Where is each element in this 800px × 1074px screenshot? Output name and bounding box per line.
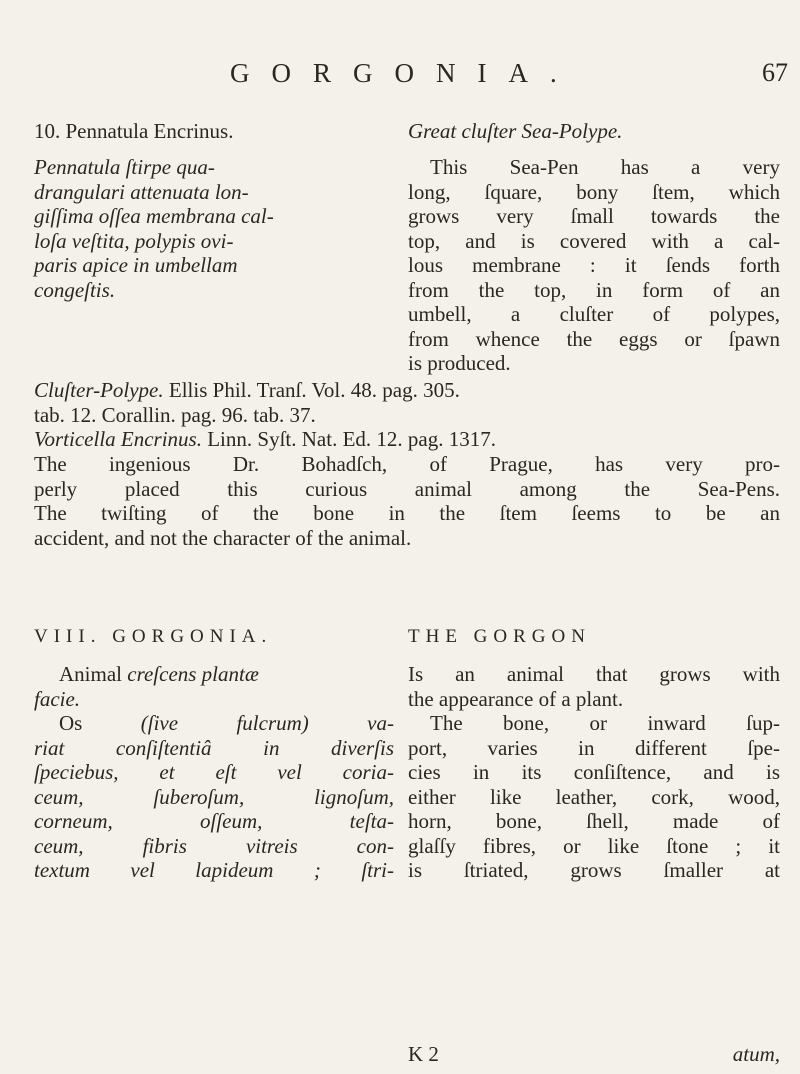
english-description — [408, 155, 780, 376]
reference-name: Cluſter-Polype. — [34, 378, 164, 402]
text-segment: Os — [59, 711, 141, 735]
text-line — [34, 809, 394, 834]
text-segment: ceum, ſuberoſum, lignoſum, — [34, 784, 394, 809]
text-segment: facie. — [34, 686, 81, 711]
reference-line — [34, 403, 780, 428]
page-number: 67 — [762, 58, 788, 87]
text-segment: (ſive fulcrum) va- — [140, 711, 394, 735]
text-line: port, varies in different ſpe- — [408, 735, 780, 760]
text-line: is produced. — [408, 351, 511, 375]
running-head — [0, 58, 800, 98]
text-line: loſa veſtita, polypis ovi- — [34, 228, 234, 253]
references — [34, 378, 780, 452]
reference-citation: tab. 12. Corallin. pag. 96. tab. 37. — [34, 402, 316, 427]
text-line: The twiſting of the bone in the ſtem ſeems to be an — [34, 501, 780, 525]
text-line: Is an animal that grows with — [408, 662, 780, 686]
text-line: from whence the eggs or ſpawn — [408, 326, 780, 351]
text-line: Pennatula ſtirpe qua- — [34, 155, 215, 179]
text-segment: ſpeciebus, et eſt vel coria- — [34, 760, 394, 784]
reference-citation: Linn. Syſt. Nat. Ed. 12. pag. 1317. — [201, 427, 496, 451]
text-line: cies in its conſiſtence, and is — [408, 760, 780, 784]
text-line: drangulari attenuata lon- — [34, 179, 249, 204]
genus-heading-english: THE GORGON — [408, 626, 591, 647]
text-segment: corneum, oſſeum, teſta- — [34, 809, 394, 833]
text-line — [34, 711, 394, 736]
text-line: paris apice in umbellam — [34, 253, 238, 277]
text-segment: ceum, fibris vitreis con- — [34, 833, 394, 858]
text-line: congeſtis. — [34, 277, 116, 302]
text-segment: Animal — [59, 662, 128, 686]
reference-line — [34, 427, 780, 452]
text-line — [34, 760, 394, 785]
text-line: from the top, in form of an — [408, 277, 780, 302]
text-line: long, ſquare, bony ſtem, which — [408, 179, 780, 204]
latin-description — [34, 155, 394, 302]
signature-mark: K 2 — [408, 1042, 439, 1066]
catchword: atum, — [732, 1042, 780, 1066]
genus-latin-description — [34, 662, 394, 883]
text-line — [34, 736, 394, 761]
genus-english-description — [408, 662, 780, 883]
text-line: This Sea-Pen has a very — [430, 155, 780, 179]
text-line: accident, and not the character of the animal. — [34, 525, 412, 550]
text-line: top, and is covered with a cal- — [408, 228, 780, 253]
text-line: perly placed this curious animal among the Sea-Pens. — [34, 476, 780, 501]
text-line: The bone, or inward ſup- — [430, 711, 780, 735]
text-line: horn, bone, ſhell, made of — [408, 809, 780, 833]
text-line — [34, 834, 394, 859]
text-line: either like leather, cork, wood, — [408, 784, 780, 809]
species-heading-latin: 10. Pennatula Encrinus. — [34, 119, 234, 143]
text-line: is ſtriated, grows ſmaller at — [408, 858, 780, 882]
reference-line — [34, 378, 780, 403]
genus-heading-latin: VIII. GORGONIA. — [34, 626, 273, 647]
text-segment: riat conſiſtentiâ in diverſis — [34, 735, 394, 760]
text-line: lous membrane : it ſends forth — [408, 253, 780, 277]
reference-citation: Ellis Phil. Tranſ. Vol. 48. pag. 305. — [163, 378, 460, 402]
text-line: glaſſy fibres, or like ſtone ; it — [408, 833, 780, 858]
text-line: grows very ſmall towards the — [408, 204, 780, 228]
text-line: The ingenious Dr. Bohadſch, of Prague, has very pro- — [34, 452, 780, 476]
text-segment: textum vel lapideum ; ſtri- — [34, 858, 394, 882]
text-line — [34, 858, 394, 883]
running-head-title: GORGONIA. — [230, 58, 579, 88]
note-paragraph — [34, 452, 780, 550]
text-line: umbell, a cluſter of polypes, — [408, 302, 780, 326]
text-segment: creſcens plantæ — [127, 662, 259, 686]
text-line: giſſima oſſea membrana cal- — [34, 204, 274, 228]
text-line — [34, 687, 394, 712]
species-heading-english: Great cluſter Sea-Polype. — [408, 119, 623, 143]
reference-name: Vorticella Encrinus. — [34, 427, 202, 451]
text-line: the appearance of a plant. — [408, 686, 624, 711]
text-line — [34, 785, 394, 810]
text-line — [34, 662, 394, 687]
